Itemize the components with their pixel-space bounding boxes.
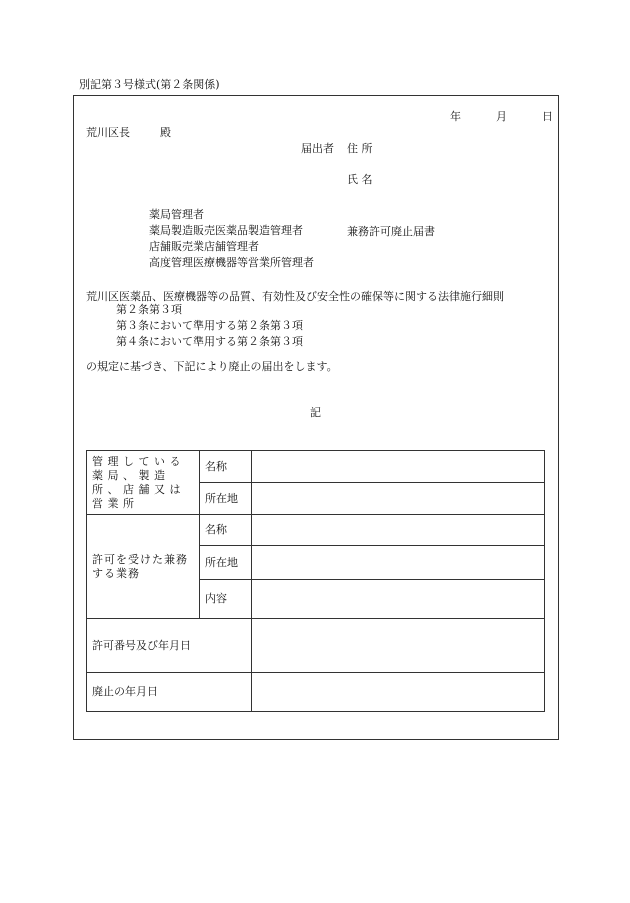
- managed-facility-label: 管理している薬局、製造所、店舗又は営業所: [87, 451, 200, 515]
- doc-title: 兼務許可廃止届書: [347, 225, 435, 238]
- permitted-content-label: 内容: [200, 580, 252, 619]
- date-month: 月: [496, 110, 507, 123]
- position-item: 高度管理医療機器等営業所管理者: [149, 256, 314, 269]
- permitted-name-label: 名称: [200, 515, 252, 546]
- position-item: 薬局製造販売医薬品製造管理者: [149, 224, 303, 237]
- regulation-item: 第４条において準用する第２条第３項: [116, 335, 303, 348]
- abolish-date-field[interactable]: [252, 673, 545, 712]
- position-list: [149, 207, 314, 271]
- form-header: 別記第３号様式(第２条関係): [79, 78, 220, 91]
- addressee-honorific: 殿: [160, 126, 171, 139]
- notifier-label: 届出者: [301, 142, 334, 155]
- position-item: 店舗販売業店舗管理者: [149, 240, 259, 253]
- abolish-date-label: 廃止の年月日: [87, 673, 252, 712]
- managed-name-field[interactable]: [252, 451, 545, 483]
- position-item: 薬局管理者: [149, 208, 204, 221]
- addressee-name: 荒川区長: [86, 126, 130, 139]
- notifier-name-label: 氏 名: [347, 173, 373, 186]
- date-year: 年: [450, 110, 461, 123]
- permitted-location-label: 所在地: [200, 546, 252, 580]
- permitted-name-field[interactable]: [252, 515, 545, 546]
- permitted-business-label: 許可を受けた兼務する業務: [87, 515, 200, 619]
- managed-location-field[interactable]: [252, 483, 545, 515]
- date-day: 日: [542, 110, 553, 123]
- regulation-items: [116, 302, 303, 350]
- notifier-address-label: 住 所: [347, 142, 373, 155]
- permit-number-date-label: 許可番号及び年月日: [87, 619, 252, 673]
- regulation-item: 第３条において準用する第２条第３項: [116, 319, 303, 332]
- permitted-location-field[interactable]: [252, 546, 545, 580]
- permit-number-date-field[interactable]: [252, 619, 545, 673]
- managed-name-label: 名称: [200, 451, 252, 483]
- managed-location-label: 所在地: [200, 483, 252, 515]
- permitted-content-field[interactable]: [252, 580, 545, 619]
- details-table: [86, 450, 545, 712]
- ki-heading: 記: [310, 406, 321, 419]
- regulation-main: 荒川区医薬品、医療機器等の品質、有効性及び安全性の確保等に関する法律施行細則: [86, 290, 504, 303]
- statement: の規定に基づき、下記により廃止の届出をします。: [86, 360, 338, 373]
- regulation-item: 第２条第３項: [116, 303, 182, 316]
